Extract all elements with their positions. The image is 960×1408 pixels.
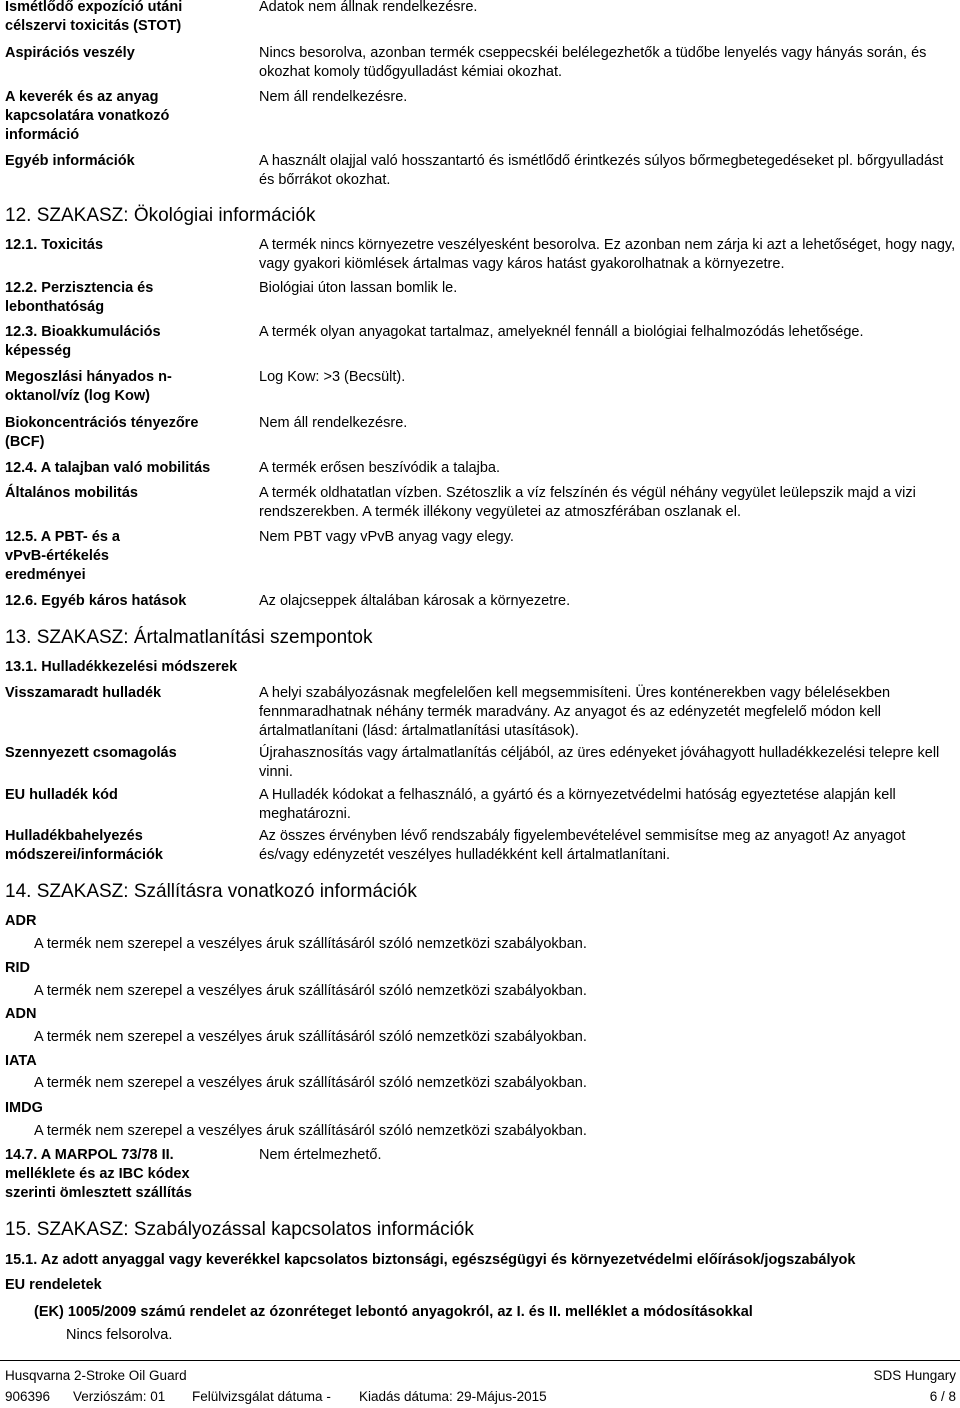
general-mobility-label: Általános mobilitás	[5, 485, 138, 501]
imdg-label: IMDG	[5, 1100, 43, 1116]
footer-issue-date: Kiadás dátuma: 29-Május-2015	[359, 1389, 547, 1404]
aspiration-value: Nincs besorolva, azonban termék cseppecskéi belélegezhetők a tüdőbe lenyelés vagy hányás során, és okozhat komoly tüdőgyulladást kémiai okozhat.	[259, 45, 927, 80]
adr-label: ADR	[5, 913, 37, 929]
marpol-label: 14.7. A MARPOL 73/78 II. melléklete és az IBC kódex szerinti ömlesztett szállítás	[5, 1147, 192, 1201]
bcf-label: Biokoncentrációs tényezőre (BCF)	[5, 415, 199, 450]
iata-value: A termék nem szerepel a veszélyes áruk szállításáról szóló nemzetközi szabályokban.	[34, 1075, 587, 1091]
disposal-methods-value: Az összes érvényben lévő rendszabály figyelembevételével semmisítse meg az anyagot! Az anyagot és/vagy edényzetét veszélyes hulladékként kell ártalmatlanítani.	[259, 828, 906, 863]
toxicity-value: A termék nincs környezetre veszélyesként besorolva. Ez azonban nem zárja ki azt a lehetőséget, hogy nagy, vagy gyakori kiömlések ártalmas vagy káros hatást gyakorolhatnak a környezetre.	[259, 237, 956, 272]
footer-product-name: Husqvarna 2-Stroke Oil Guard	[5, 1368, 187, 1383]
pbt-value: Nem PBT vagy vPvB anyag vagy elegy.	[259, 529, 514, 545]
imdg-value: A termék nem szerepel a veszélyes áruk szállításáról szóló nemzetközi szabályokban.	[34, 1123, 587, 1139]
stot-label: Ismétlődő expozíció utáni célszervi toxicitás (STOT)	[5, 0, 183, 34]
rid-label: RID	[5, 960, 30, 976]
section-15-1-subtitle: 15.1. Az adott anyaggal vagy keverékkel kapcsolatos biztonsági, egészségügyi és környezetvédelmi előírások/jogszabályok	[5, 1252, 856, 1268]
adverse-effects-label: 12.6. Egyéb káros hatások	[5, 593, 187, 609]
stot-value: Adatok nem állnak rendelkezésre.	[259, 0, 478, 15]
bcf-value: Nem áll rendelkezésre.	[259, 415, 408, 431]
eu-waste-code-value: A Hulladék kódokat a felhasználó, a gyártó és a környezetvédelmi hatóság egyeztetése alapján kell meghatározni.	[259, 787, 896, 822]
ozone-regulation-value: Nincs felsorolva.	[66, 1327, 173, 1343]
persistence-label: 12.2. Perzisztencia és lebonthatóság	[5, 280, 154, 315]
adn-label: ADN	[5, 1006, 37, 1022]
soil-mobility-value: A termék erősen beszívódik a talajba.	[259, 460, 500, 476]
pbt-label: 12.5. A PBT- és a vPvB-értékelés eredményei	[5, 529, 120, 583]
toxicity-label: 12.1. Toxicitás	[5, 237, 104, 253]
iata-label: IATA	[5, 1053, 37, 1069]
disposal-methods-label: Hulladékbahelyezés módszerei/információk	[5, 828, 163, 863]
persistence-value: Biológiai úton lassan bomlik le.	[259, 280, 458, 296]
contaminated-packaging-label: Szennyezett csomagolás	[5, 745, 177, 761]
footer-divider	[0, 1360, 960, 1361]
contaminated-packaging-value: Újrahasznosítás vagy ártalmatlanítás céljából, az üres edényeket jóváhagyott hulladékkezelési telepre kell vinni.	[259, 745, 940, 780]
eu-regulations-label: EU rendeletek	[5, 1277, 102, 1293]
adr-value: A termék nem szerepel a veszélyes áruk szállításáról szóló nemzetközi szabályokban.	[34, 936, 587, 952]
footer-page-number: 6 / 8	[929, 1389, 956, 1404]
aspiration-label: Aspirációs veszély	[5, 45, 135, 61]
marpol-value: Nem értelmezhető.	[259, 1147, 382, 1163]
eu-waste-code-label: EU hulladék kód	[5, 787, 118, 803]
residual-waste-label: Visszamaradt hulladék	[5, 685, 162, 701]
soil-mobility-label: 12.4. A talajban való mobilitás	[5, 460, 211, 476]
section-15-title: 15. SZAKASZ: Szabályozással kapcsolatos információk	[5, 1219, 474, 1240]
log-kow-label: Megoszlási hányados n-oktanol/víz (log Kow)	[5, 369, 172, 404]
section-12-title: 12. SZAKASZ: Ökológiai információk	[5, 205, 316, 226]
footer-sds-label: SDS Hungary	[873, 1368, 956, 1383]
adverse-effects-value: Az olajcseppek általában károsak a környezetre.	[259, 593, 571, 609]
footer-revision-date: Felülvizsgálat dátuma -	[192, 1389, 331, 1404]
section-13-1-subtitle: 13.1. Hulladékkezelési módszerek	[5, 659, 238, 675]
bioaccumulation-value: A termék olyan anyagokat tartalmaz, amelyeknél fennáll a biológiai felhalmozódás lehetősége.	[259, 324, 864, 340]
other-info-label: Egyéb információk	[5, 153, 135, 169]
other-info-value: A használt olajjal való hosszantartó és ismétlődő érintkezés súlyos bőrmegbetegedéseket pl. bőrgyulladást és bőrrákot okozhat.	[259, 153, 944, 188]
residual-waste-value: A helyi szabályozásnak megfelelően kell megsemmisíteni. Üres konténerekben vagy bélelésekben fennmaradhatnak néhány termék maradvány. Az anyagot és az edényzetét megfelelő módon kell ártalmatlanítani (lásd: ártalmatlanítási utasítások).	[259, 685, 891, 739]
adn-value: A termék nem szerepel a veszélyes áruk szállításáról szóló nemzetközi szabályokban.	[34, 1029, 587, 1045]
bioaccumulation-label: 12.3. Bioakkumulációs képesség	[5, 324, 161, 359]
rid-value: A termék nem szerepel a veszélyes áruk szállításáról szóló nemzetközi szabályokban.	[34, 983, 587, 999]
footer-doc-number: 906396	[5, 1389, 51, 1404]
section-13-title: 13. SZAKASZ: Ártalmatlanítási szempontok	[5, 627, 373, 648]
ozone-regulation-label: (EK) 1005/2009 számú rendelet az ózonréteget lebontó anyagokról, az I. és II. melléklet a módosításokkal	[34, 1304, 753, 1320]
footer-version: Verziószám: 01	[73, 1389, 166, 1404]
section-14-title: 14. SZAKASZ: Szállításra vonatkozó információk	[5, 881, 417, 902]
log-kow-value: Log Kow: >3 (Becsült).	[259, 369, 406, 385]
general-mobility-value: A termék oldhatatlan vízben. Szétoszlik a víz felszínén és végül néhány vegyület leülepszik majd a vizi rendszerekben. A termék illékony vegyületei az atmoszférában oszlanak el.	[259, 485, 916, 520]
mixture-label: A keverék és az anyag kapcsolatára vonatkozó információ	[5, 89, 170, 143]
mixture-value: Nem áll rendelkezésre.	[259, 89, 408, 105]
